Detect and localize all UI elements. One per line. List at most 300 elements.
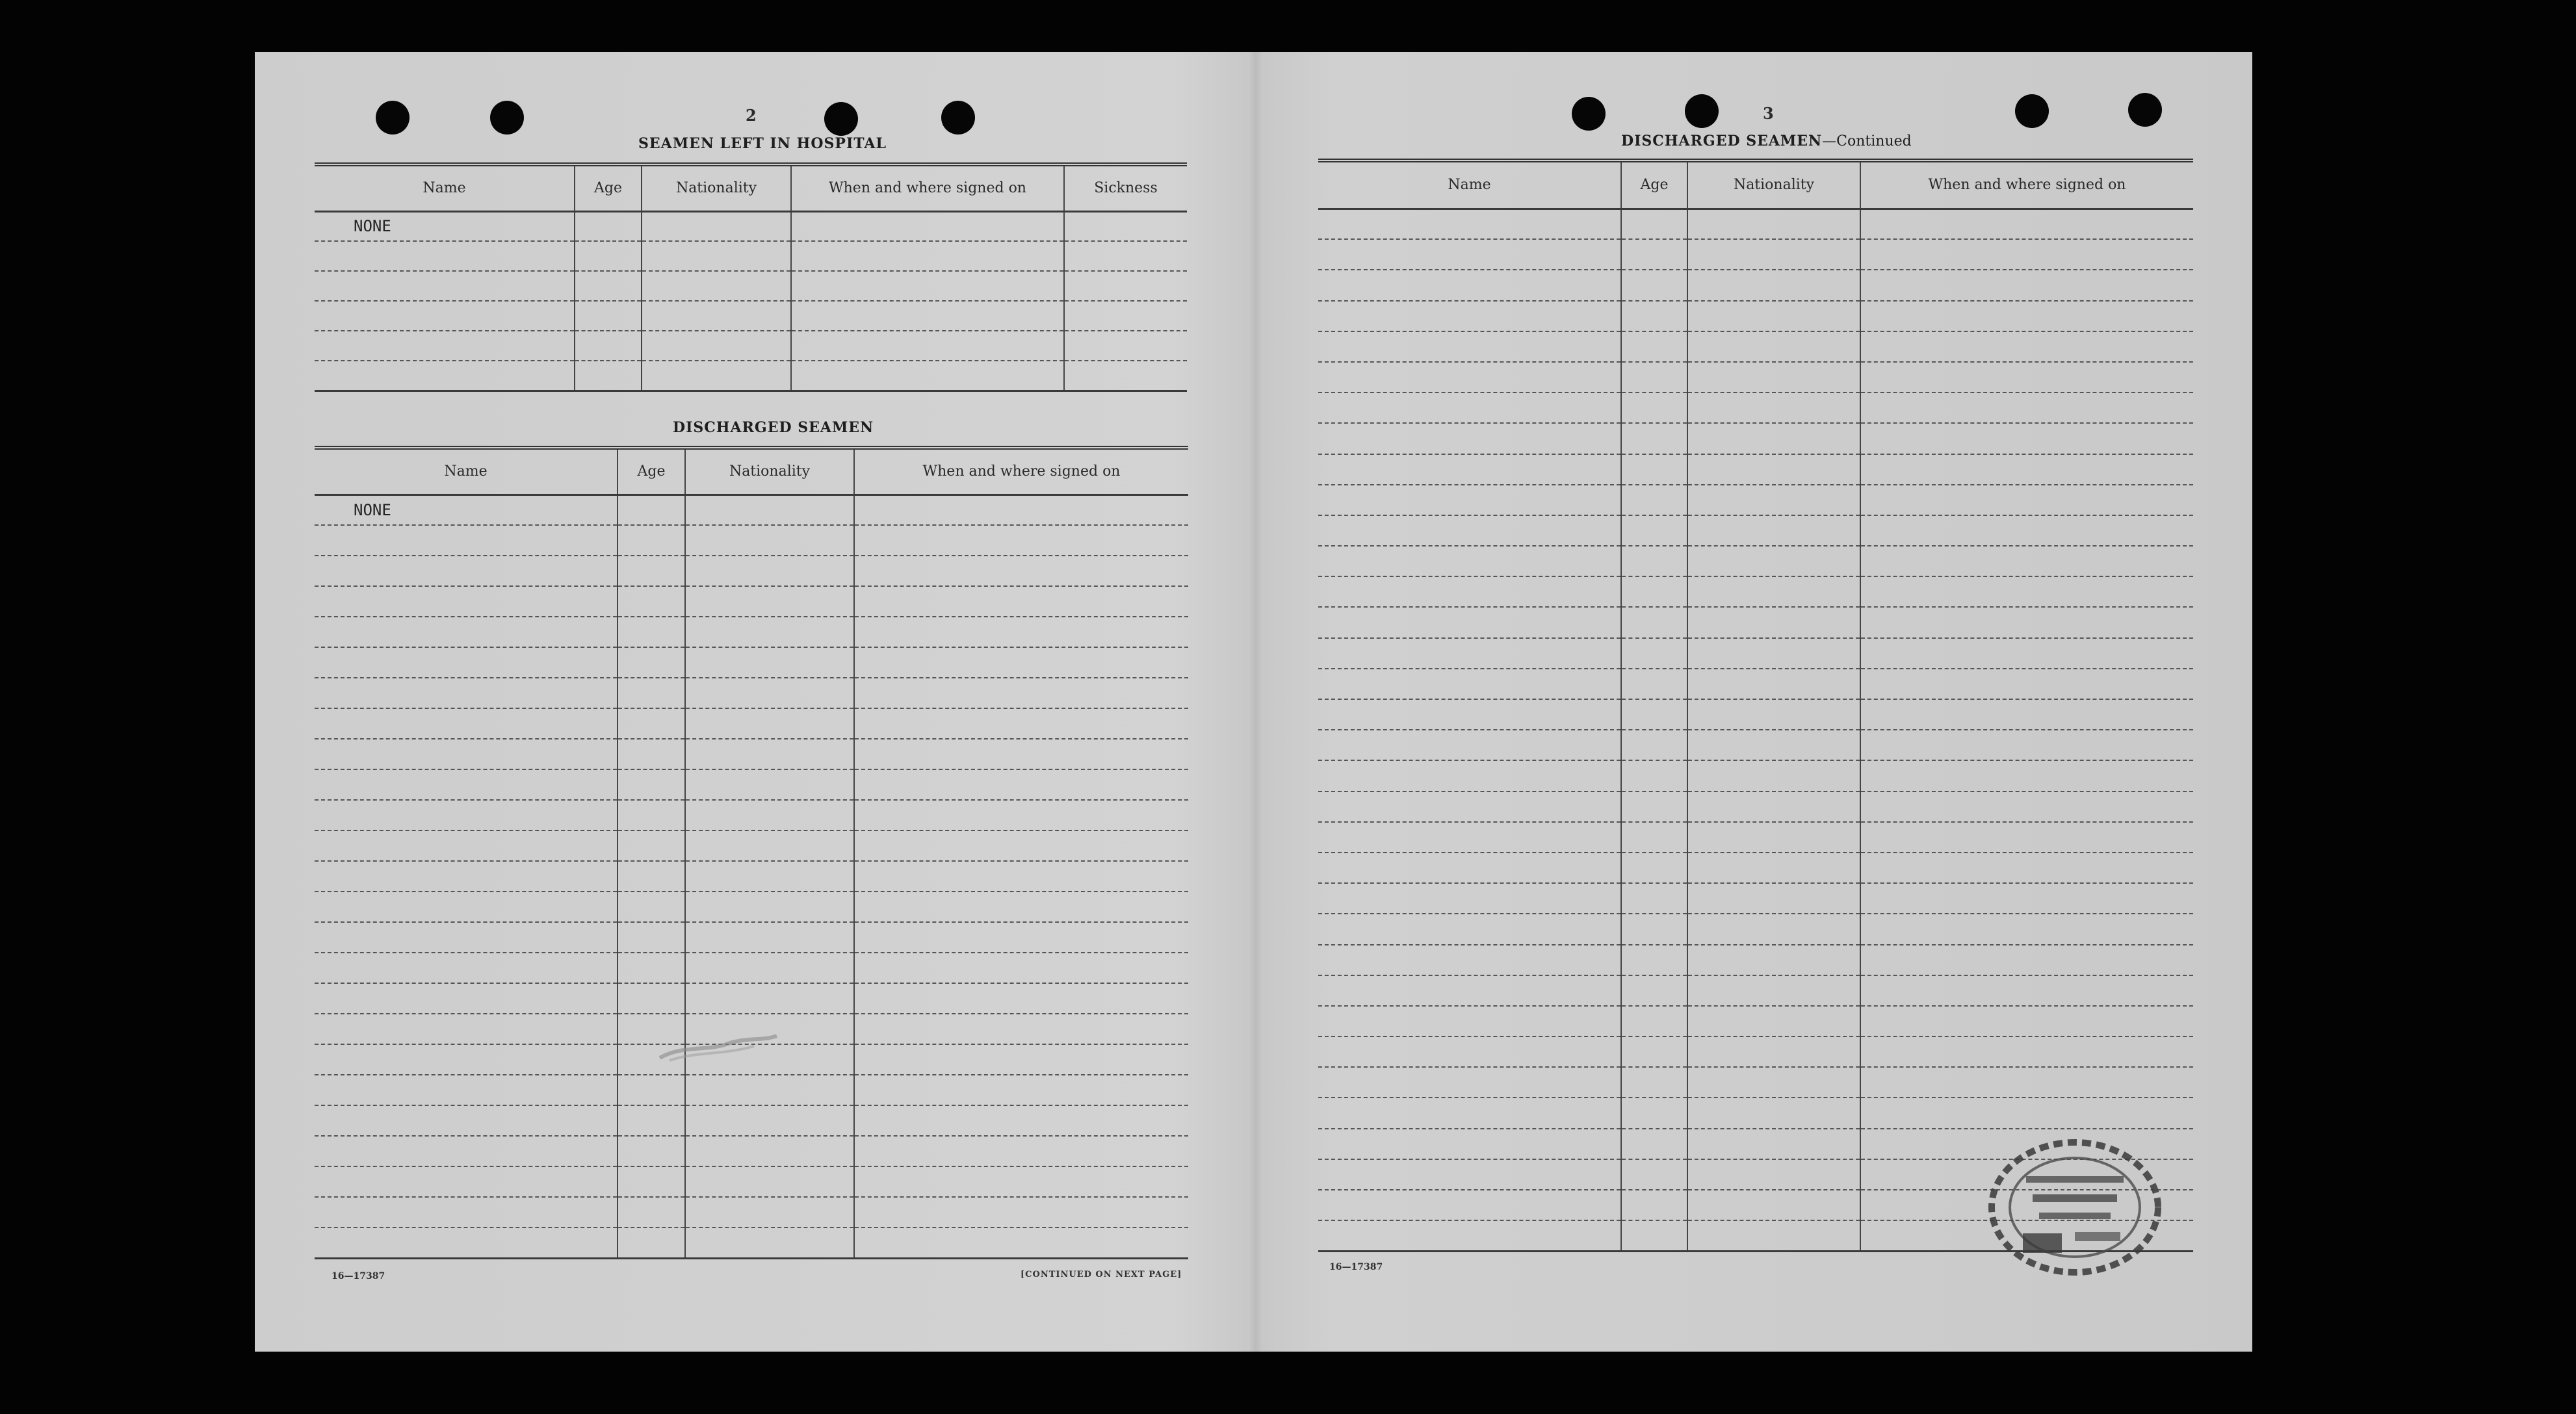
table-cell: [1621, 1190, 1687, 1220]
table-cell: [685, 830, 854, 861]
table-row: [1318, 423, 2193, 454]
table-row: [1318, 209, 2193, 239]
table-row: [315, 769, 1188, 800]
table-cell: [854, 647, 1188, 678]
table-cell: [618, 800, 685, 830]
table-cell: [315, 769, 618, 800]
table-cell: [1860, 1006, 2193, 1036]
table-cell: [642, 211, 791, 241]
table-cell: [685, 525, 854, 556]
table-cell: [854, 983, 1188, 1014]
table-row: [1318, 945, 2193, 975]
table-row: [1318, 822, 2193, 853]
table-cell: [854, 922, 1188, 953]
continued-note: [CONTINUED ON NEXT PAGE]: [1021, 1270, 1182, 1279]
table-row: [315, 647, 1188, 678]
table-cell: [791, 301, 1064, 331]
table-cell: [685, 953, 854, 983]
table-cell: [1621, 270, 1687, 300]
table-row: [315, 1228, 1188, 1258]
table-cell: [1860, 883, 2193, 914]
table-row: [1318, 760, 2193, 791]
table-cell: [1860, 209, 2193, 239]
table-cell: [791, 211, 1064, 241]
table-cell: [1687, 760, 1860, 791]
table-cell: [1687, 362, 1860, 392]
punch-hole: [2015, 94, 2049, 128]
discharged-continued-title-main: DISCHARGED SEAMEN: [1621, 133, 1823, 149]
punch-hole: [824, 102, 858, 136]
table-cell: [618, 1228, 685, 1258]
table-row: [315, 361, 1187, 391]
table-cell: NONE: [315, 211, 575, 241]
table-cell: [315, 647, 618, 678]
table-cell: [1064, 331, 1187, 361]
table-cell: [1621, 423, 1687, 454]
table-cell: [1687, 730, 1860, 760]
table-row: [1318, 270, 2193, 300]
table-cell: [1687, 791, 1860, 822]
table-cell: [618, 861, 685, 892]
hospital-section-title: SEAMEN LEFT IN HOSPITAL: [638, 135, 887, 152]
table-cell: [1621, 576, 1687, 607]
column-header-signed-on: When and where signed on: [1860, 161, 2193, 209]
table-cell: [1318, 1067, 1621, 1098]
table-cell: [1318, 209, 1621, 239]
table-row: [1318, 975, 2193, 1006]
table-cell: [575, 241, 642, 271]
table-cell: [1860, 607, 2193, 637]
table-cell: [315, 1136, 618, 1166]
table-cell: [1687, 576, 1860, 607]
table-cell: [1318, 791, 1621, 822]
table-row: [315, 241, 1187, 271]
table-cell: [685, 617, 854, 647]
table-cell: [1621, 362, 1687, 392]
column-header-age: Age: [1621, 161, 1687, 209]
table-row: [1318, 853, 2193, 883]
table-cell: [642, 331, 791, 361]
table-cell: [685, 892, 854, 922]
table-cell: [618, 830, 685, 861]
table-cell: [854, 525, 1188, 556]
table-cell: [315, 739, 618, 769]
column-header-sickness: Sickness: [1064, 164, 1187, 211]
table-cell: [685, 708, 854, 739]
form-number-left: 16—17387: [332, 1271, 385, 1281]
table-cell: [315, 361, 575, 391]
table-cell: [315, 1075, 618, 1105]
table-cell: [1621, 1036, 1687, 1067]
table-cell: [1687, 454, 1860, 485]
table-cell: [1318, 975, 1621, 1006]
table-cell: [1318, 945, 1621, 975]
table-cell: [1621, 546, 1687, 576]
table-cell: [1064, 301, 1187, 331]
table-cell: [1318, 454, 1621, 485]
table-cell: [1318, 301, 1621, 331]
table-cell: [315, 1228, 618, 1258]
table-cell: [1860, 1098, 2193, 1128]
table-cell: [618, 617, 685, 647]
table-cell: [642, 301, 791, 331]
table-cell: [1860, 669, 2193, 699]
table-row: [1318, 454, 2193, 485]
table-cell: [1687, 914, 1860, 944]
table-cell: [1687, 270, 1860, 300]
table-cell: [685, 678, 854, 708]
table-cell: [854, 800, 1188, 830]
table-cell: [618, 739, 685, 769]
table-cell: [1860, 301, 2193, 331]
table-cell: [1687, 699, 1860, 730]
table-cell: [1687, 607, 1860, 637]
table-cell: [1860, 576, 2193, 607]
table-cell: [618, 922, 685, 953]
table-row: [1318, 1067, 2193, 1098]
table-cell: [1687, 546, 1860, 576]
table-cell: [1318, 1159, 1621, 1190]
table-cell: [854, 1166, 1188, 1197]
table-cell: [1318, 883, 1621, 914]
table-cell: [1687, 239, 1860, 270]
table-row: [315, 1197, 1188, 1228]
table-cell: [1318, 331, 1621, 362]
table-cell: [575, 271, 642, 301]
table-row: [315, 739, 1188, 769]
table-cell: [1318, 1006, 1621, 1036]
column-header-name: Name: [315, 164, 575, 211]
table-cell: [791, 331, 1064, 361]
table-cell: [791, 361, 1064, 391]
table-cell: [1860, 1067, 2193, 1098]
table-row: [315, 1166, 1188, 1197]
table-cell: [1064, 271, 1187, 301]
table-row: [1318, 392, 2193, 423]
table-cell: [854, 892, 1188, 922]
table-cell: [575, 331, 642, 361]
table-cell: [1860, 699, 2193, 730]
discharged-section-title: DISCHARGED SEAMEN: [673, 419, 874, 436]
table-row: [315, 953, 1188, 983]
column-header-age: Age: [575, 164, 642, 211]
table-cell: [1860, 270, 2193, 300]
table-row: [315, 922, 1188, 953]
table-row: [315, 495, 1188, 525]
column-header-signed-on: When and where signed on: [791, 164, 1064, 211]
table-cell: [1860, 791, 2193, 822]
table-cell: [685, 769, 854, 800]
table-cell: [1687, 1036, 1860, 1067]
table-cell: [1687, 423, 1860, 454]
table-cell: [1621, 1067, 1687, 1098]
page-number-right: 3: [1763, 104, 1774, 123]
table-cell: [854, 769, 1188, 800]
table-cell: [1621, 301, 1687, 331]
table-cell: [1687, 392, 1860, 423]
table-cell: [1621, 1098, 1687, 1128]
table-cell: [1318, 485, 1621, 515]
table-cell: [1621, 638, 1687, 669]
table-cell: [315, 1014, 618, 1044]
table-cell: [1318, 914, 1621, 944]
table-row: [315, 983, 1188, 1014]
table-row: [1318, 1006, 2193, 1036]
table-row: [315, 525, 1188, 556]
table-cell: [685, 1105, 854, 1136]
table-cell: [1621, 699, 1687, 730]
table-cell: [791, 271, 1064, 301]
table-cell: [1621, 669, 1687, 699]
table-cell: [1687, 1098, 1860, 1128]
table-cell: [1621, 1129, 1687, 1159]
page-number-left: 2: [746, 106, 757, 125]
table-cell: [854, 556, 1188, 586]
table-cell: [791, 241, 1064, 271]
table-cell: [1318, 362, 1621, 392]
table-cell: [618, 1197, 685, 1228]
column-header-signed-on: When and where signed on: [854, 448, 1188, 495]
page-fold: [1249, 52, 1262, 1352]
table-cell: [618, 769, 685, 800]
table-cell: [854, 1105, 1188, 1136]
table-cell: [1318, 699, 1621, 730]
table-cell: [1064, 361, 1187, 391]
table-cell: [1687, 1220, 1860, 1251]
table-cell: [1064, 241, 1187, 271]
table-cell: [1318, 669, 1621, 699]
punch-hole: [490, 101, 524, 135]
table-cell: [1318, 822, 1621, 853]
table-cell: [1318, 730, 1621, 760]
table-cell: [315, 1044, 618, 1075]
table-cell: [1687, 301, 1860, 331]
column-header-age: Age: [618, 448, 685, 495]
table-row: [315, 586, 1188, 617]
table-row: [1318, 239, 2193, 270]
table-cell: [1687, 669, 1860, 699]
table-cell: [854, 1228, 1188, 1258]
table-cell: [642, 271, 791, 301]
table-cell: [1318, 607, 1621, 637]
table-cell: [1687, 638, 1860, 669]
table-cell: [685, 739, 854, 769]
table-cell: [315, 861, 618, 892]
table-cell: [618, 586, 685, 617]
table-cell: [315, 708, 618, 739]
table-cell: [1621, 760, 1687, 791]
table-cell: [1687, 1006, 1860, 1036]
table-cell: [315, 1197, 618, 1228]
table-cell: [575, 301, 642, 331]
table-cell: [1860, 362, 2193, 392]
table-cell: [315, 586, 618, 617]
table-cell: [618, 983, 685, 1014]
table-cell: [1621, 791, 1687, 822]
table-cell: [685, 861, 854, 892]
table-cell: [1621, 392, 1687, 423]
table-cell: [315, 1166, 618, 1197]
table-row: [1318, 638, 2193, 669]
date-stamp-seal: [1977, 1129, 2166, 1279]
table-row: [315, 708, 1188, 739]
table-cell: [315, 556, 618, 586]
table-cell: [685, 1075, 854, 1105]
table-cell: [854, 708, 1188, 739]
table-cell: [1621, 730, 1687, 760]
table-row: [315, 1105, 1188, 1136]
table-cell: [685, 495, 854, 525]
table-cell: [618, 1166, 685, 1197]
table-cell: [1621, 975, 1687, 1006]
table-cell: NONE: [315, 495, 618, 525]
table-cell: [1621, 485, 1687, 515]
table-row: [315, 678, 1188, 708]
punch-hole: [1572, 97, 1606, 131]
table-cell: [1860, 975, 2193, 1006]
table-row: [315, 617, 1188, 647]
table-cell: [315, 271, 575, 301]
table-cell: [1621, 209, 1687, 239]
hospital-table: [315, 162, 1187, 392]
table-cell: [1318, 576, 1621, 607]
table-cell: [1064, 211, 1187, 241]
table-cell: [315, 525, 618, 556]
table-cell: [854, 1075, 1188, 1105]
table-cell: [1318, 270, 1621, 300]
table-row: [1318, 301, 2193, 331]
punch-hole: [1685, 94, 1719, 128]
table-cell: [1687, 485, 1860, 515]
table-cell: [1860, 638, 2193, 669]
table-row: [315, 211, 1187, 241]
table-cell: [1687, 1159, 1860, 1190]
table-cell: [1687, 975, 1860, 1006]
table-cell: [618, 678, 685, 708]
table-cell: [1318, 760, 1621, 791]
table-cell: [1860, 760, 2193, 791]
table-row: [1318, 699, 2193, 730]
table-cell: [1860, 515, 2193, 546]
table-cell: [685, 983, 854, 1014]
table-cell: [618, 647, 685, 678]
table-row: [315, 331, 1187, 361]
table-cell: [1687, 209, 1860, 239]
form-number-right: 16—17387: [1329, 1262, 1383, 1272]
table-cell: [854, 1136, 1188, 1166]
table-row: [1318, 331, 2193, 362]
table-cell: [1318, 515, 1621, 546]
table-cell: [1621, 331, 1687, 362]
table-cell: [618, 892, 685, 922]
table-cell: [854, 1044, 1188, 1075]
table-cell: [1621, 945, 1687, 975]
discharged-continued-title: [1621, 133, 1912, 149]
table-cell: [315, 331, 575, 361]
table-cell: [1318, 1190, 1621, 1220]
table-cell: [1687, 515, 1860, 546]
table-cell: [1621, 883, 1687, 914]
table-cell: [1687, 1129, 1860, 1159]
table-cell: [315, 617, 618, 647]
table-row: [315, 271, 1187, 301]
table-row: [1318, 362, 2193, 392]
table-cell: [854, 830, 1188, 861]
table-cell: [315, 1105, 618, 1136]
table-cell: [1687, 883, 1860, 914]
table-cell: [1860, 730, 2193, 760]
table-cell: [1860, 485, 2193, 515]
table-cell: [685, 647, 854, 678]
table-cell: [618, 1105, 685, 1136]
table-row: [1318, 515, 2193, 546]
table-row: [1318, 1098, 2193, 1128]
table-cell: [618, 525, 685, 556]
table-cell: [1621, 914, 1687, 944]
table-cell: [1860, 331, 2193, 362]
table-cell: [854, 1014, 1188, 1044]
table-row: [1318, 485, 2193, 515]
table-cell: [575, 211, 642, 241]
table-cell: [1318, 853, 1621, 883]
table-cell: [1318, 1220, 1621, 1251]
table-cell: [1621, 515, 1687, 546]
pencil-smudge: [657, 1032, 780, 1064]
table-row: [315, 556, 1188, 586]
discharged-continued-table: [1318, 159, 2193, 1252]
table-row: [1318, 883, 2193, 914]
punch-hole: [941, 101, 975, 135]
punch-hole: [2128, 93, 2162, 127]
table-cell: [1621, 822, 1687, 853]
table-cell: [575, 361, 642, 391]
discharged-continued-suffix: —Continued: [1822, 133, 1912, 149]
table-cell: [1860, 239, 2193, 270]
table-cell: [1621, 1159, 1687, 1190]
table-row: [1318, 607, 2193, 637]
table-cell: [315, 678, 618, 708]
table-row: [315, 301, 1187, 331]
table-row: [315, 861, 1188, 892]
column-header-name: Name: [315, 448, 618, 495]
table-cell: [1860, 914, 2193, 944]
table-row: [315, 830, 1188, 861]
table-cell: [642, 241, 791, 271]
table-cell: [854, 678, 1188, 708]
table-cell: [1860, 546, 2193, 576]
table-cell: [854, 495, 1188, 525]
table-cell: [1621, 607, 1687, 637]
table-cell: [618, 708, 685, 739]
table-cell: [1687, 331, 1860, 362]
table-cell: [1860, 853, 2193, 883]
table-row: [315, 892, 1188, 922]
table-cell: [1621, 454, 1687, 485]
table-cell: [315, 301, 575, 331]
table-cell: [1318, 1129, 1621, 1159]
table-cell: [685, 922, 854, 953]
table-cell: [618, 556, 685, 586]
table-row: [1318, 791, 2193, 822]
table-cell: [1318, 392, 1621, 423]
table-cell: [1860, 392, 2193, 423]
table-cell: [618, 1136, 685, 1166]
column-header-nationality: Nationality: [685, 448, 854, 495]
table-cell: [1621, 239, 1687, 270]
table-cell: [854, 1197, 1188, 1228]
table-row: [1318, 730, 2193, 760]
table-cell: [685, 800, 854, 830]
